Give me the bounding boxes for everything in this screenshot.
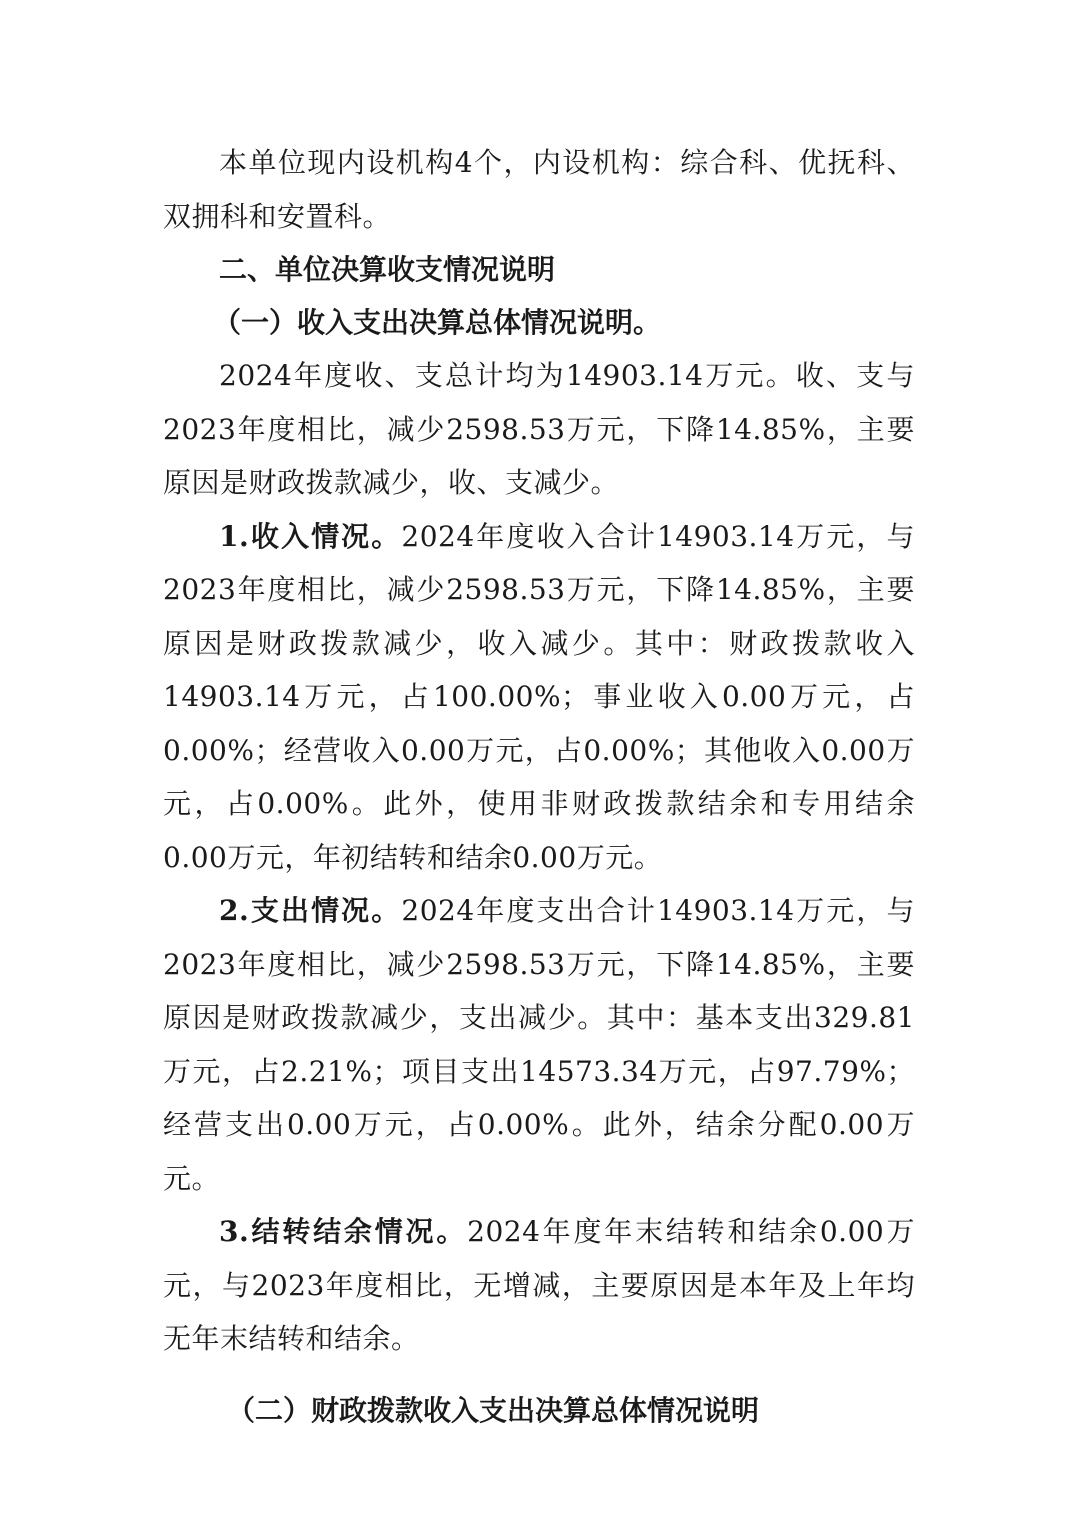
section-heading-budget: 二、单位决算收支情况说明 [219,253,556,286]
paragraph-balance [163,1205,915,1366]
paragraph-overall: 2024年度收、支总计均为14903.14万元。收、支与2023年度相比，减少2598.53万元，下降14.85%，主要原因是财政拨款减少，收、支减少。 [163,359,915,499]
document-page [163,136,915,1437]
subheading-fiscal: （二）财政拨款收入支出决算总体情况说明 [227,1393,760,1427]
expense-lead: 2.支出情况。 [219,894,402,927]
balance-text: 2024年度年末结转和结余0.00万元，与2023年度相比，无增减，主要原因是本年及上年均无年末结转和结余。 [163,1215,916,1355]
balance-lead: 3.结转结余情况。 [219,1215,468,1248]
expense-text: 2024年度支出合计14903.14万元，与2023年度相比，减少2598.53万元，下降14.85%，主要原因是财政拨款减少，支出减少。其中：基本支出329.81万元，占2.21%；项目支出14573.34万元，占97.79%；经营支出0.00万元，占0.00%。此外，结余分配0.00万元。 [163,894,915,1195]
subheading-overall: （一）收入支出决算总体情况说明。 [213,306,662,339]
paragraph-income [163,510,915,885]
income-lead: 1.收入情况。 [219,519,402,553]
income-text: 2024年度收入合计14903.14万元，与2023年度相比，减少2598.53万元，下降14.85%，主要原因是财政拨款减少，收入减少。其中：财政拨款收入14903.14万元，占100.00%；事业收入0.00万元，占0.00%；经营收入0.00万元，占0.00%；其他收入0.00万元，占0.00%。此外，使用非财政拨款结余和专用结余0.00万元，年初结转和结余0.00万元。 [163,519,915,874]
paragraph-expense [163,884,915,1205]
paragraph-institutions: 本单位现内设机构4个，内设机构：综合科、优抚科、双拥科和安置科。 [163,146,915,233]
